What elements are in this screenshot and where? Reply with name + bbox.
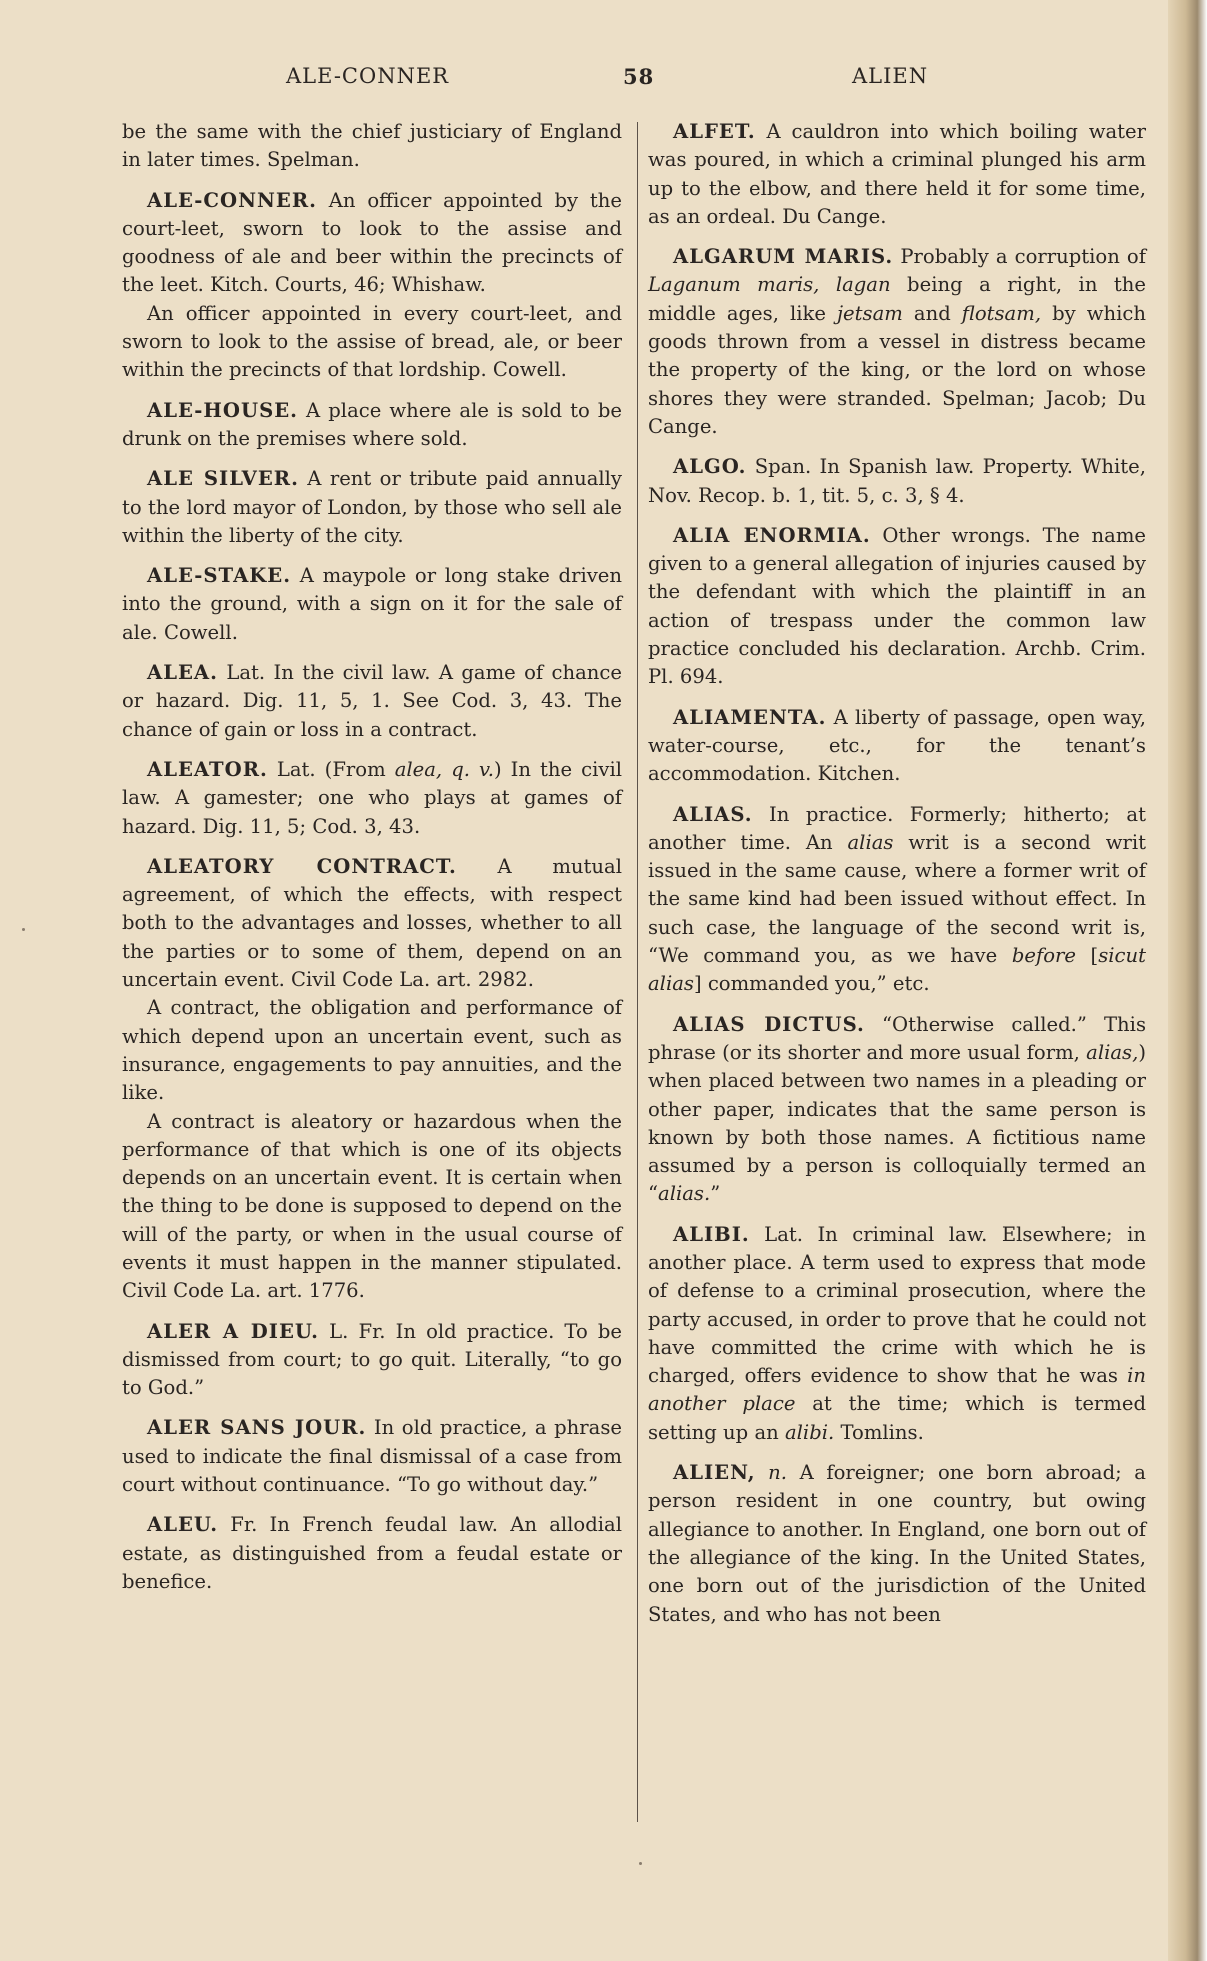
entry-headword: ALER A DIEU. — [147, 1319, 320, 1343]
entry-headword: ALIBI. — [673, 1222, 750, 1246]
entry-text: Lat. In the civil law. A game of chance or hazard. Dig. 11, 5, 1. See Cod. 3, 43. The chance of gain or loss in a contract. — [122, 661, 622, 741]
entry-text: “Otherwise called.” This phrase (or its shorter and more usual form, — [648, 1012, 1146, 1064]
page-edge-shadow — [1168, 0, 1207, 1961]
entry-text: Other wrongs. The name given to a general allegation of injuries caused by the defendant with which the plaintiff in an action of trespass under the common law practice concluded his declaration. Archb. Crim. Pl. 694. — [648, 523, 1146, 689]
entry-italic: alea, q. v. — [394, 757, 494, 781]
entry-text: A contract is aleatory or hazardous when the performance of that which is one of its objects depends on an uncertain event. It is certain when the thing to be done is supposed to depend on the will of the party, or when in the usual course of events it must happen in the manner stipulated. Civil Code La. art. 1776. — [122, 1109, 622, 1303]
entry-text: A foreigner; one born abroad; a person resident in one country, but owing allegiance to another. In England, one born out of the allegiance of the king. In the United States, one born out of the jurisdiction of the United States, and who has not been — [648, 1461, 1146, 1626]
entry-headword: ALE SILVER. — [147, 467, 299, 491]
entry-italic: alibi. — [784, 1420, 835, 1444]
entry-alia-enormia — [648, 522, 1146, 692]
entry-alias — [648, 801, 1146, 999]
entry-text: An officer appointed in every court-leet, and sworn to look to the assise of bread, ale, or beer within the precincts of that lordship. Cowell. — [122, 301, 622, 382]
entry-text: at the time; which is termed setting up an — [648, 1392, 1147, 1444]
entry-text: A place where ale is sold to be drunk on the premises where sold. — [122, 398, 622, 450]
entry-text: A maypole or long stake driven into the ground, with a sign on it for the sale of ale. Cowell. — [122, 564, 622, 644]
entry-alibi — [648, 1221, 1146, 1447]
entry-italic: alias, — [1086, 1040, 1139, 1064]
entry-text: A liberty of passage, open way, water-course, etc., for the tenant’s accommodation. Kitchen. — [648, 705, 1146, 786]
entry-text: An officer appointed by the court-leet, sworn to look to the assise and goodness of ale and beer within the precincts of the leet. Kitch. Courts, 46; Whishaw. — [122, 188, 622, 297]
entry-text: A rent or tribute paid annually to the lord mayor of London, by those who sell ale within the liberty of the city. — [122, 467, 622, 547]
entry-ale-silver — [122, 465, 622, 550]
entry-aleu — [122, 1511, 622, 1596]
entry-text: ” — [710, 1182, 721, 1206]
entry-text: A cauldron into which boiling water was poured, in which a criminal plunged his arm up to the elbow, and there held it for some time, as an ordeal. Du Cange. — [648, 120, 1146, 228]
entry-text: by which goods thrown from a vessel in distress became the property of the king, or the lord on whose shores they were stranded. Spelman; Jacob; Du Cange. — [648, 301, 1146, 438]
entry-headword: ALIAMENTA. — [673, 705, 827, 729]
entry-text: [ — [1075, 944, 1099, 968]
entry-alias-dictus — [648, 1011, 1146, 1209]
paper-speck — [22, 928, 25, 931]
running-header — [0, 64, 1168, 104]
entry-alfet — [648, 118, 1146, 231]
entry-italic: flotsam, — [961, 301, 1042, 325]
entry-text: L. Fr. In old practice. To be dismissed from court; to go quit. Literally, “to go to God.” — [122, 1319, 623, 1400]
header-left-guideword: ALE-CONNER — [286, 64, 450, 88]
entry-text: Span. In Spanish law. Property. White, Nov. Recop. b. 1, tit. 5, c. 3, § 4. — [648, 455, 1146, 507]
entry-ale-conner — [122, 187, 622, 385]
entry-algo — [648, 453, 1146, 510]
entry-italic: alias — [847, 830, 894, 854]
entry-text: be the same with the chief justiciary of England in later times. Spelman. — [122, 120, 622, 172]
entry-italic: jetsam — [836, 301, 903, 325]
entry-italic: alias. — [658, 1182, 711, 1206]
entry-italic: in another place — [648, 1364, 1146, 1416]
entry-headword: ALGO. — [673, 455, 747, 479]
entry-italic: sicut alias — [648, 944, 1147, 996]
entry-continuation — [122, 118, 622, 175]
column-divider — [637, 122, 638, 1822]
entry-headword: ALE-CONNER. — [147, 188, 317, 212]
entry-headword: ALIAS. — [673, 802, 753, 826]
page-number: 58 — [623, 64, 655, 89]
entry-aliamenta — [648, 704, 1146, 789]
entry-alien — [648, 1459, 1146, 1629]
entry-text: being a right, in the middle ages, like — [648, 273, 1146, 325]
entry-text: Fr. In French feudal law. An allodial estate, as distinguished from a feudal estate or benefice. — [122, 1513, 622, 1593]
entry-headword: ALE-STAKE. — [147, 564, 292, 588]
entry-headword: ALEATOR. — [147, 757, 268, 781]
header-right-guideword: ALIEN — [852, 64, 929, 88]
entry-italic: before — [1011, 944, 1076, 968]
entry-headword: ALEA. — [147, 661, 218, 685]
entry-headword: ALIEN, — [673, 1461, 756, 1485]
entry-aler-sans-jour — [122, 1414, 622, 1499]
entry-text: ) when placed between two names in a pleading or other paper, indicates that the same person is known by both those names. A fictitious name assumed by a person is colloquially termed an “ — [648, 1040, 1146, 1206]
entry-aleator — [122, 756, 622, 841]
entry-text: In practice. Formerly; hitherto; at another time. An — [648, 802, 1146, 854]
entry-headword: ALGARUM MARIS. — [673, 245, 894, 269]
entry-headword: ALEATORY CONTRACT. — [147, 854, 457, 878]
entry-text: ) In the civil law. A gamester; one who plays at games of hazard. Dig. 11, 5; Cod. 3, 43. — [122, 757, 623, 838]
entry-headword: ALEU. — [147, 1513, 219, 1537]
entry-headword: ALFET. — [673, 120, 756, 143]
entry-ale-house — [122, 397, 622, 454]
entry-text: writ is a second writ issued in the same cause, where a former writ of the same kind had been issued without effect. In such case, the language of the second writ is, “We command you, as we have — [648, 830, 1146, 968]
right-column — [648, 118, 1146, 1641]
entry-italic: Laganum maris, lagan — [648, 273, 891, 297]
entry-italic: n. — [768, 1461, 788, 1485]
entry-ale-stake — [122, 562, 622, 647]
entry-alea — [122, 659, 622, 744]
entry-text: Lat. In criminal law. Elsewhere; in another place. A term used to express that mode of defense to a criminal prosecution, where the party accused, in order to prove that he could not have committed the crime with which he is charged, offers evidence to show that he was — [648, 1222, 1146, 1388]
entry-text: A contract, the obligation and performance of which depend upon an uncertain event, such as insurance, engagements to pay annuities, and the like. — [122, 996, 622, 1105]
entry-headword: ALER SANS JOUR. — [147, 1416, 367, 1440]
entry-text: and — [902, 301, 962, 325]
entry-algarum-maris — [648, 243, 1146, 441]
entry-text: Tomlins. — [834, 1420, 924, 1444]
entry-text: Lat. (From — [267, 757, 395, 781]
entry-text: ] commanded you,” etc. — [693, 972, 930, 996]
entry-text: A mutual agreement, of which the effects, with respect both to the advantages and losses, whether to all the parties or to some of them, depend on an uncertain event. Civil Code La. art. 2982. — [122, 854, 622, 992]
entry-aleatory-contract — [122, 853, 622, 1306]
entry-headword: ALIA ENORMIA. — [673, 523, 871, 547]
entry-text: Probably a corruption of — [893, 245, 1146, 269]
paper-speck — [639, 1862, 642, 1865]
entry-aler-a-dieu — [122, 1318, 622, 1403]
entry-headword: ALE-HOUSE. — [147, 398, 298, 422]
entry-headword: ALIAS DICTUS. — [673, 1012, 865, 1036]
entry-text: In old practice, a phrase used to indicate the final dismissal of a case from court without continuance. “To go without day.” — [122, 1416, 622, 1497]
left-column — [122, 118, 622, 1608]
